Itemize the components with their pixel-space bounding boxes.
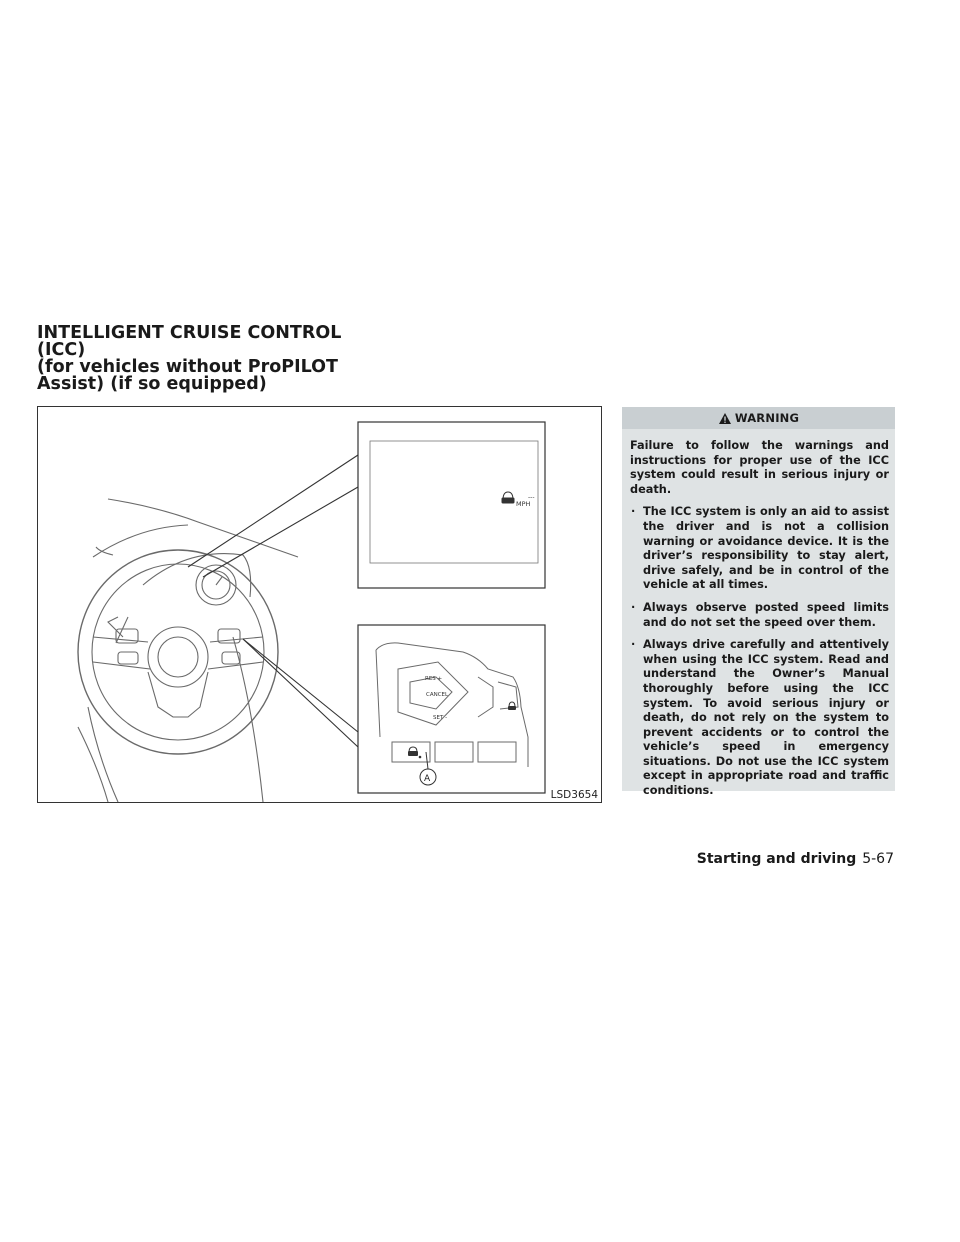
section-heading (37, 325, 367, 393)
warning-item: · Always observe posted speed limits and do not set the speed over them. (631, 600, 889, 629)
callout-a-label: A (424, 774, 431, 784)
page-footer (697, 851, 894, 867)
warning-item: · Always drive carefully and attentively when using the ICC system. Read and understand the Owner’s Manual thoroughly before using the ICC system. To avoid serious injury or death, do not rely on the system to prevent accidents or to control the vehicle’s speed in emergency situations. Do not use the ICC system except in appropriate road and traffic conditions. (631, 638, 889, 798)
warning-list (630, 505, 889, 798)
warning-intro: Failure to follow the warnings and instructions for proper use of the ICC system could result in serious injury or death. (630, 439, 889, 496)
heading-line-1: INTELLIGENT CRUISE CONTROL (ICC) (37, 323, 342, 360)
res-label: RES + (425, 676, 443, 682)
heading-line-2: (for vehicles without ProPILOT (37, 357, 338, 377)
warning-body (622, 429, 895, 799)
warning-box (622, 407, 895, 798)
set-label: SET - (433, 715, 448, 721)
cancel-label: CANCEL (426, 692, 449, 698)
warning-title: WARNING (734, 411, 800, 425)
heading-line-3: Assist) (if so equipped) (37, 374, 267, 394)
figure-code: LSD3654 (550, 789, 598, 801)
warning-item: · The ICC system is only an aid to assist the driver and is not a collision warning or avoidance device. It is the driver’s responsibility to stay alert, drive safely, and be in control of the vehicle at all times. (631, 505, 889, 592)
display-speed: --- (528, 494, 535, 501)
display-unit: MPH (516, 500, 531, 508)
chapter-title: Starting and driving (696, 851, 857, 867)
steering-wheel-drawing (78, 499, 298, 802)
warning-header (622, 407, 895, 429)
steering-wheel-illustration (37, 406, 602, 803)
callout-lines (188, 455, 358, 747)
warning-triangle-icon (718, 412, 732, 425)
page-number: 5-67 (862, 851, 894, 867)
illustration-drawing (38, 407, 603, 804)
